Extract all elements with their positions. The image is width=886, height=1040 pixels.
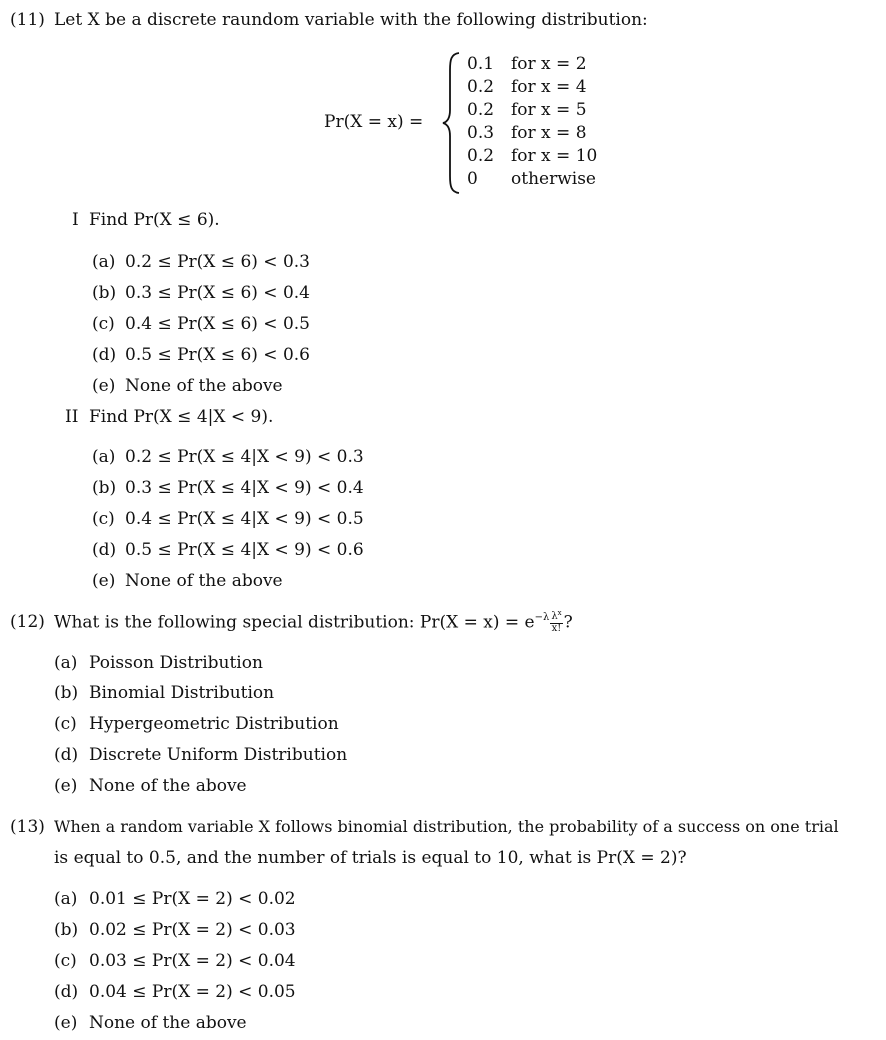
question-stem-line-1: When a random variable X follows binomial distribution, the probability of a success on one trial (54, 817, 839, 836)
option-text: Poisson Distribution (89, 653, 263, 673)
pmf-prob: 0.3 (467, 123, 495, 143)
option-e[interactable] (54, 778, 247, 795)
option-text: 0.4 ≤ Pr(X ≤ 6) < 0.5 (125, 314, 310, 334)
option-text: 0.3 ≤ Pr(X ≤ 4|X < 9) < 0.4 (125, 478, 364, 498)
question-stem: Let X be a discrete raundom variable with the following distribution: (54, 10, 648, 30)
option-d[interactable] (54, 984, 296, 1001)
option-c[interactable] (54, 716, 339, 733)
option-a[interactable] (54, 891, 296, 908)
option-label: (c) (54, 951, 77, 971)
pmf-prob: 0.2 (467, 77, 495, 97)
pmf-prob: 0.2 (467, 146, 495, 166)
option-text: 0.5 ≤ Pr(X ≤ 6) < 0.6 (125, 345, 310, 365)
pmf-cond: for x = 10 (511, 146, 598, 166)
option-text: 0.04 ≤ Pr(X = 2) < 0.05 (89, 982, 296, 1002)
pmf-prob: 0.2 (467, 100, 495, 120)
pmf-conditions (511, 53, 597, 191)
option-label: (e) (54, 776, 78, 796)
option-c[interactable] (54, 953, 296, 970)
option-text: 0.2 ≤ Pr(X ≤ 4|X < 9) < 0.3 (125, 447, 364, 467)
option-c[interactable] (92, 316, 310, 333)
option-label: (d) (54, 982, 79, 1002)
part-prompt: Find Pr(X ≤ 6). (89, 210, 220, 230)
fraction-numerator: λ (551, 611, 558, 622)
option-label: (e) (92, 376, 116, 396)
option-text: 0.5 ≤ Pr(X ≤ 4|X < 9) < 0.6 (125, 540, 364, 560)
option-text: None of the above (125, 376, 283, 396)
option-e[interactable] (92, 378, 283, 395)
option-b[interactable] (54, 922, 296, 939)
question-number: (13) (10, 817, 45, 837)
option-text: 0.03 ≤ Pr(X = 2) < 0.04 (89, 951, 296, 971)
question-number: (12) (10, 612, 45, 632)
option-text: 0.4 ≤ Pr(X ≤ 4|X < 9) < 0.5 (125, 509, 364, 529)
option-label: (e) (92, 571, 116, 591)
option-b[interactable] (92, 285, 310, 302)
option-label: (b) (54, 683, 79, 703)
pmf-prob: 0 (467, 169, 478, 189)
option-label: (b) (92, 283, 117, 303)
part-prompt: Find Pr(X ≤ 4|X < 9). (89, 407, 274, 427)
fraction-denominator: x! (551, 622, 562, 634)
part-label: I (72, 210, 79, 230)
option-label: (e) (54, 1013, 78, 1033)
pmf-probabilities (467, 53, 494, 191)
fraction (550, 609, 562, 634)
question-number: (11) (10, 10, 45, 30)
pmf-cond: for x = 8 (511, 123, 587, 143)
option-label: (a) (54, 653, 78, 673)
option-text: 0.3 ≤ Pr(X ≤ 6) < 0.4 (125, 283, 310, 303)
option-text: None of the above (89, 1013, 247, 1033)
option-label: (c) (92, 509, 115, 529)
option-b[interactable] (54, 685, 274, 702)
question-stem-line-2: is equal to 0.5, and the number of trials is equal to 10, what is Pr(X = 2)? (54, 848, 687, 868)
option-text: None of the above (89, 776, 247, 796)
part-label: II (65, 407, 79, 427)
pmf-prob: 0.1 (467, 54, 495, 74)
option-label: (a) (54, 889, 78, 909)
option-e[interactable] (92, 573, 283, 590)
option-label: (d) (92, 540, 117, 560)
pmf-lhs: Pr(X = x) = (324, 112, 424, 132)
numerator-exponent: x (557, 609, 562, 617)
option-label: (b) (54, 920, 79, 940)
option-d[interactable] (92, 542, 364, 559)
option-text: 0.2 ≤ Pr(X ≤ 6) < 0.3 (125, 252, 310, 272)
option-label: (a) (92, 252, 116, 272)
pmf-cond: for x = 4 (511, 77, 587, 97)
option-text: None of the above (125, 571, 283, 591)
option-label: (c) (54, 714, 77, 734)
pmf-cond: for x = 2 (511, 54, 587, 74)
option-text: 0.02 ≤ Pr(X = 2) < 0.03 (89, 920, 296, 940)
pmf-cond: for x = 5 (511, 100, 587, 120)
option-text: Hypergeometric Distribution (89, 714, 339, 734)
option-label: (b) (92, 478, 117, 498)
pmf-cond: otherwise (511, 169, 596, 189)
stem-text: What is the following special distribution: Pr(X = x) = e (54, 612, 535, 633)
option-label: (c) (92, 314, 115, 334)
option-label: (a) (92, 447, 116, 467)
option-d[interactable] (54, 747, 347, 764)
option-e[interactable] (54, 1015, 247, 1032)
option-label: (d) (54, 745, 79, 765)
option-a[interactable] (92, 254, 310, 271)
option-d[interactable] (92, 347, 310, 364)
option-b[interactable] (92, 480, 364, 497)
left-brace-icon (441, 52, 463, 194)
option-label: (d) (92, 345, 117, 365)
exponent: −λ (534, 611, 550, 623)
option-text: Discrete Uniform Distribution (89, 745, 348, 765)
option-text: Binomial Distribution (89, 683, 275, 703)
option-text: 0.01 ≤ Pr(X = 2) < 0.02 (89, 889, 296, 909)
question-stem (54, 609, 573, 634)
option-a[interactable] (92, 449, 364, 466)
option-a[interactable] (54, 655, 263, 672)
option-c[interactable] (92, 511, 364, 528)
stem-tail: ? (563, 612, 573, 633)
